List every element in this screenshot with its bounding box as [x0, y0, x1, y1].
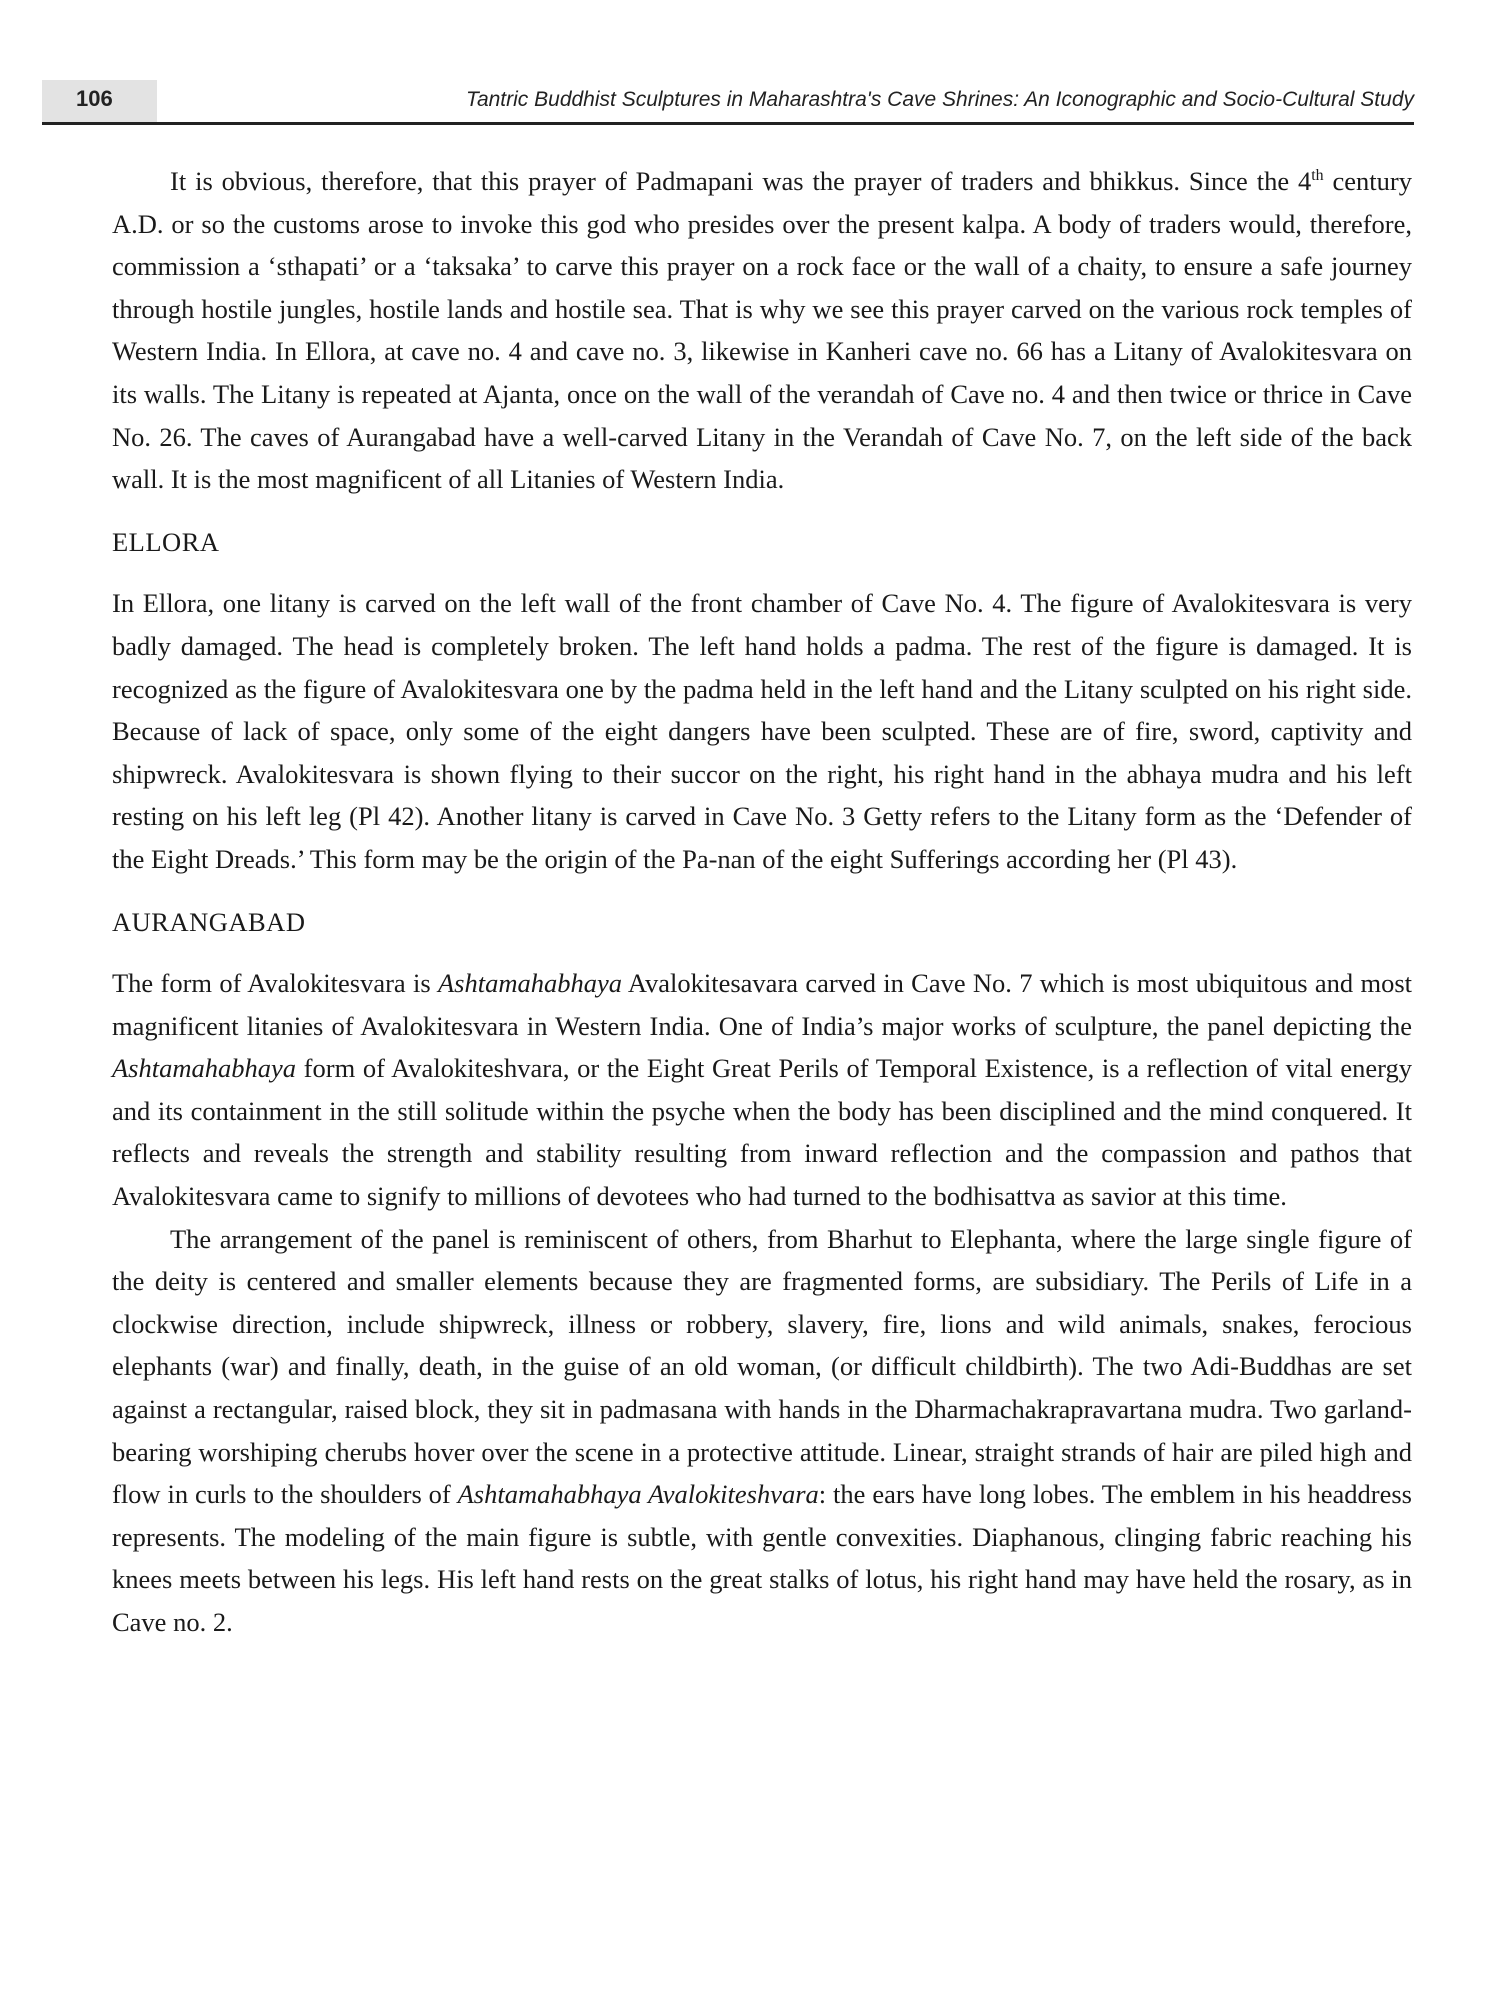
section-heading-aurangabad: AURANGABAD	[112, 906, 306, 937]
text-run: : the ears have long lobes. The emblem in his headdress represents. The modeling of the main figure is subtle, with gentle convexities. Diaphanous, clinging fabric reaching his knees meets between his legs. His left hand rests on the great stalks of lotus, his right hand may have held the rosary, as in Cave no. 2.	[112, 1479, 1412, 1637]
italic-term: Ashtamahabhaya	[112, 1053, 297, 1084]
italic-term: Ashtamahabhaya Avalokiteshvara	[457, 1479, 819, 1510]
paragraph-aurangabad-form	[112, 962, 1412, 1218]
text-run: The arrangement of the panel is reminiscent of others, from Bharhut to Elephanta, where the large single figure of the deity is centered and smaller elements because they are fragmented forms, are subsidiary. The Perils of Life in a clockwise direction, include shipwreck, illness or robbery, slavery, fire, lions and wild animals, snakes, ferocious elephants (war) and finally, death, in the guise of an old woman, (or difficult childbirth). The two Adi-Buddhas are set against a rectangular, raised block, they sit in padmasana with hands in the Dharmachakrapravartana mudra. Two garland-bearing worshiping cherubs hover over the scene in a protective attitude. Linear, straight strands of hair are piled high and flow in curls to the shoulders of	[112, 1223, 1412, 1510]
paragraph-ellora: In Ellora, one litany is carved on the left wall of the front chamber of Cave No. 4. The figure of Avalokitesvara is very badly damaged. The head is completely broken. The left hand holds a padma. The rest of the figure is damaged. It is recognized as the figure of Avalokitesvara one by the padma held in the left hand and the Litany sculpted on his right side. Because of lack of space, only some of the eight dangers have been sculpted. These are of fire, sword, captivity and shipwreck. Avalokitesvara is shown flying to their succor on the right, his right hand in the abhaya mudra and his left resting on his left leg (Pl 42). Another litany is carved in Cave No. 3 Getty refers to the Litany form as the ‘Defender of the Eight Dreads.’ This form may be the origin of the Pa-nan of the eight Sufferings according her (Pl 43).	[112, 588, 1412, 874]
body-text	[112, 160, 1412, 1644]
section-heading-ellora: ELLORA	[112, 526, 220, 557]
text-run: It is obvious, therefore, that this prayer of Padmapani was the prayer of traders and bhikkus. Since the 4	[170, 166, 1312, 196]
superscript: th	[1311, 167, 1324, 185]
paragraph-intro	[112, 160, 1412, 501]
running-header	[42, 80, 1414, 125]
page-number: 106	[76, 86, 113, 111]
text-run: Avalokitesavara carved in Cave No. 7 which is most ubiquitous and most magnificent litanies of Avalokitesvara in Western India. One of India’s major works of sculpture, the panel depicting the	[112, 968, 1412, 1041]
text-run: The form of Avalokitesvara is	[112, 968, 438, 999]
text-run: century A.D. or so the customs arose to invoke this god who presides over the present kalpa. A body of traders would, therefore, commission a ‘sthapati’ or a ‘taksaka’ to carve this prayer on a rock face or the wall of a chaity, to ensure a safe journey through hostile jungles, hostile lands and hostile sea. That is why we see this prayer carved on the various rock temples of Western India. In Ellora, at cave no. 4 and cave no. 3, likewise in Kanheri cave no. 66 has a Litany of Avalokitesvara on its walls. The Litany is repeated at Ajanta, once on the wall of the verandah of Cave no. 4 and then twice or thrice in Cave No. 26. The caves of Aurangabad have a well-carved Litany in the Verandah of Cave No. 7, on the left side of the back wall. It is the most magnificent of all Litanies of Western India.	[112, 166, 1412, 495]
paragraph-panel-arrangement	[112, 1218, 1412, 1644]
text-run: form of Avalokiteshvara, or the Eight Great Perils of Temporal Existence, is a reflection of vital energy and its containment in the still solitude within the psyche when the body has been disciplined and the mind conquered. It reflects and reveals the strength and stability resulting from inward reflection and the compassion and pathos that Avalokitesvara came to signify to millions of devotees who had turned to the bodhisattva as savior at this time.	[112, 1053, 1412, 1212]
running-title: Tantric Buddhist Sculptures in Maharashtra's Cave Shrines: An Iconographic and Socio-Cultural Study	[466, 88, 1414, 111]
page-number-box	[42, 80, 157, 122]
italic-term: Ashtamahabhaya	[437, 968, 622, 999]
